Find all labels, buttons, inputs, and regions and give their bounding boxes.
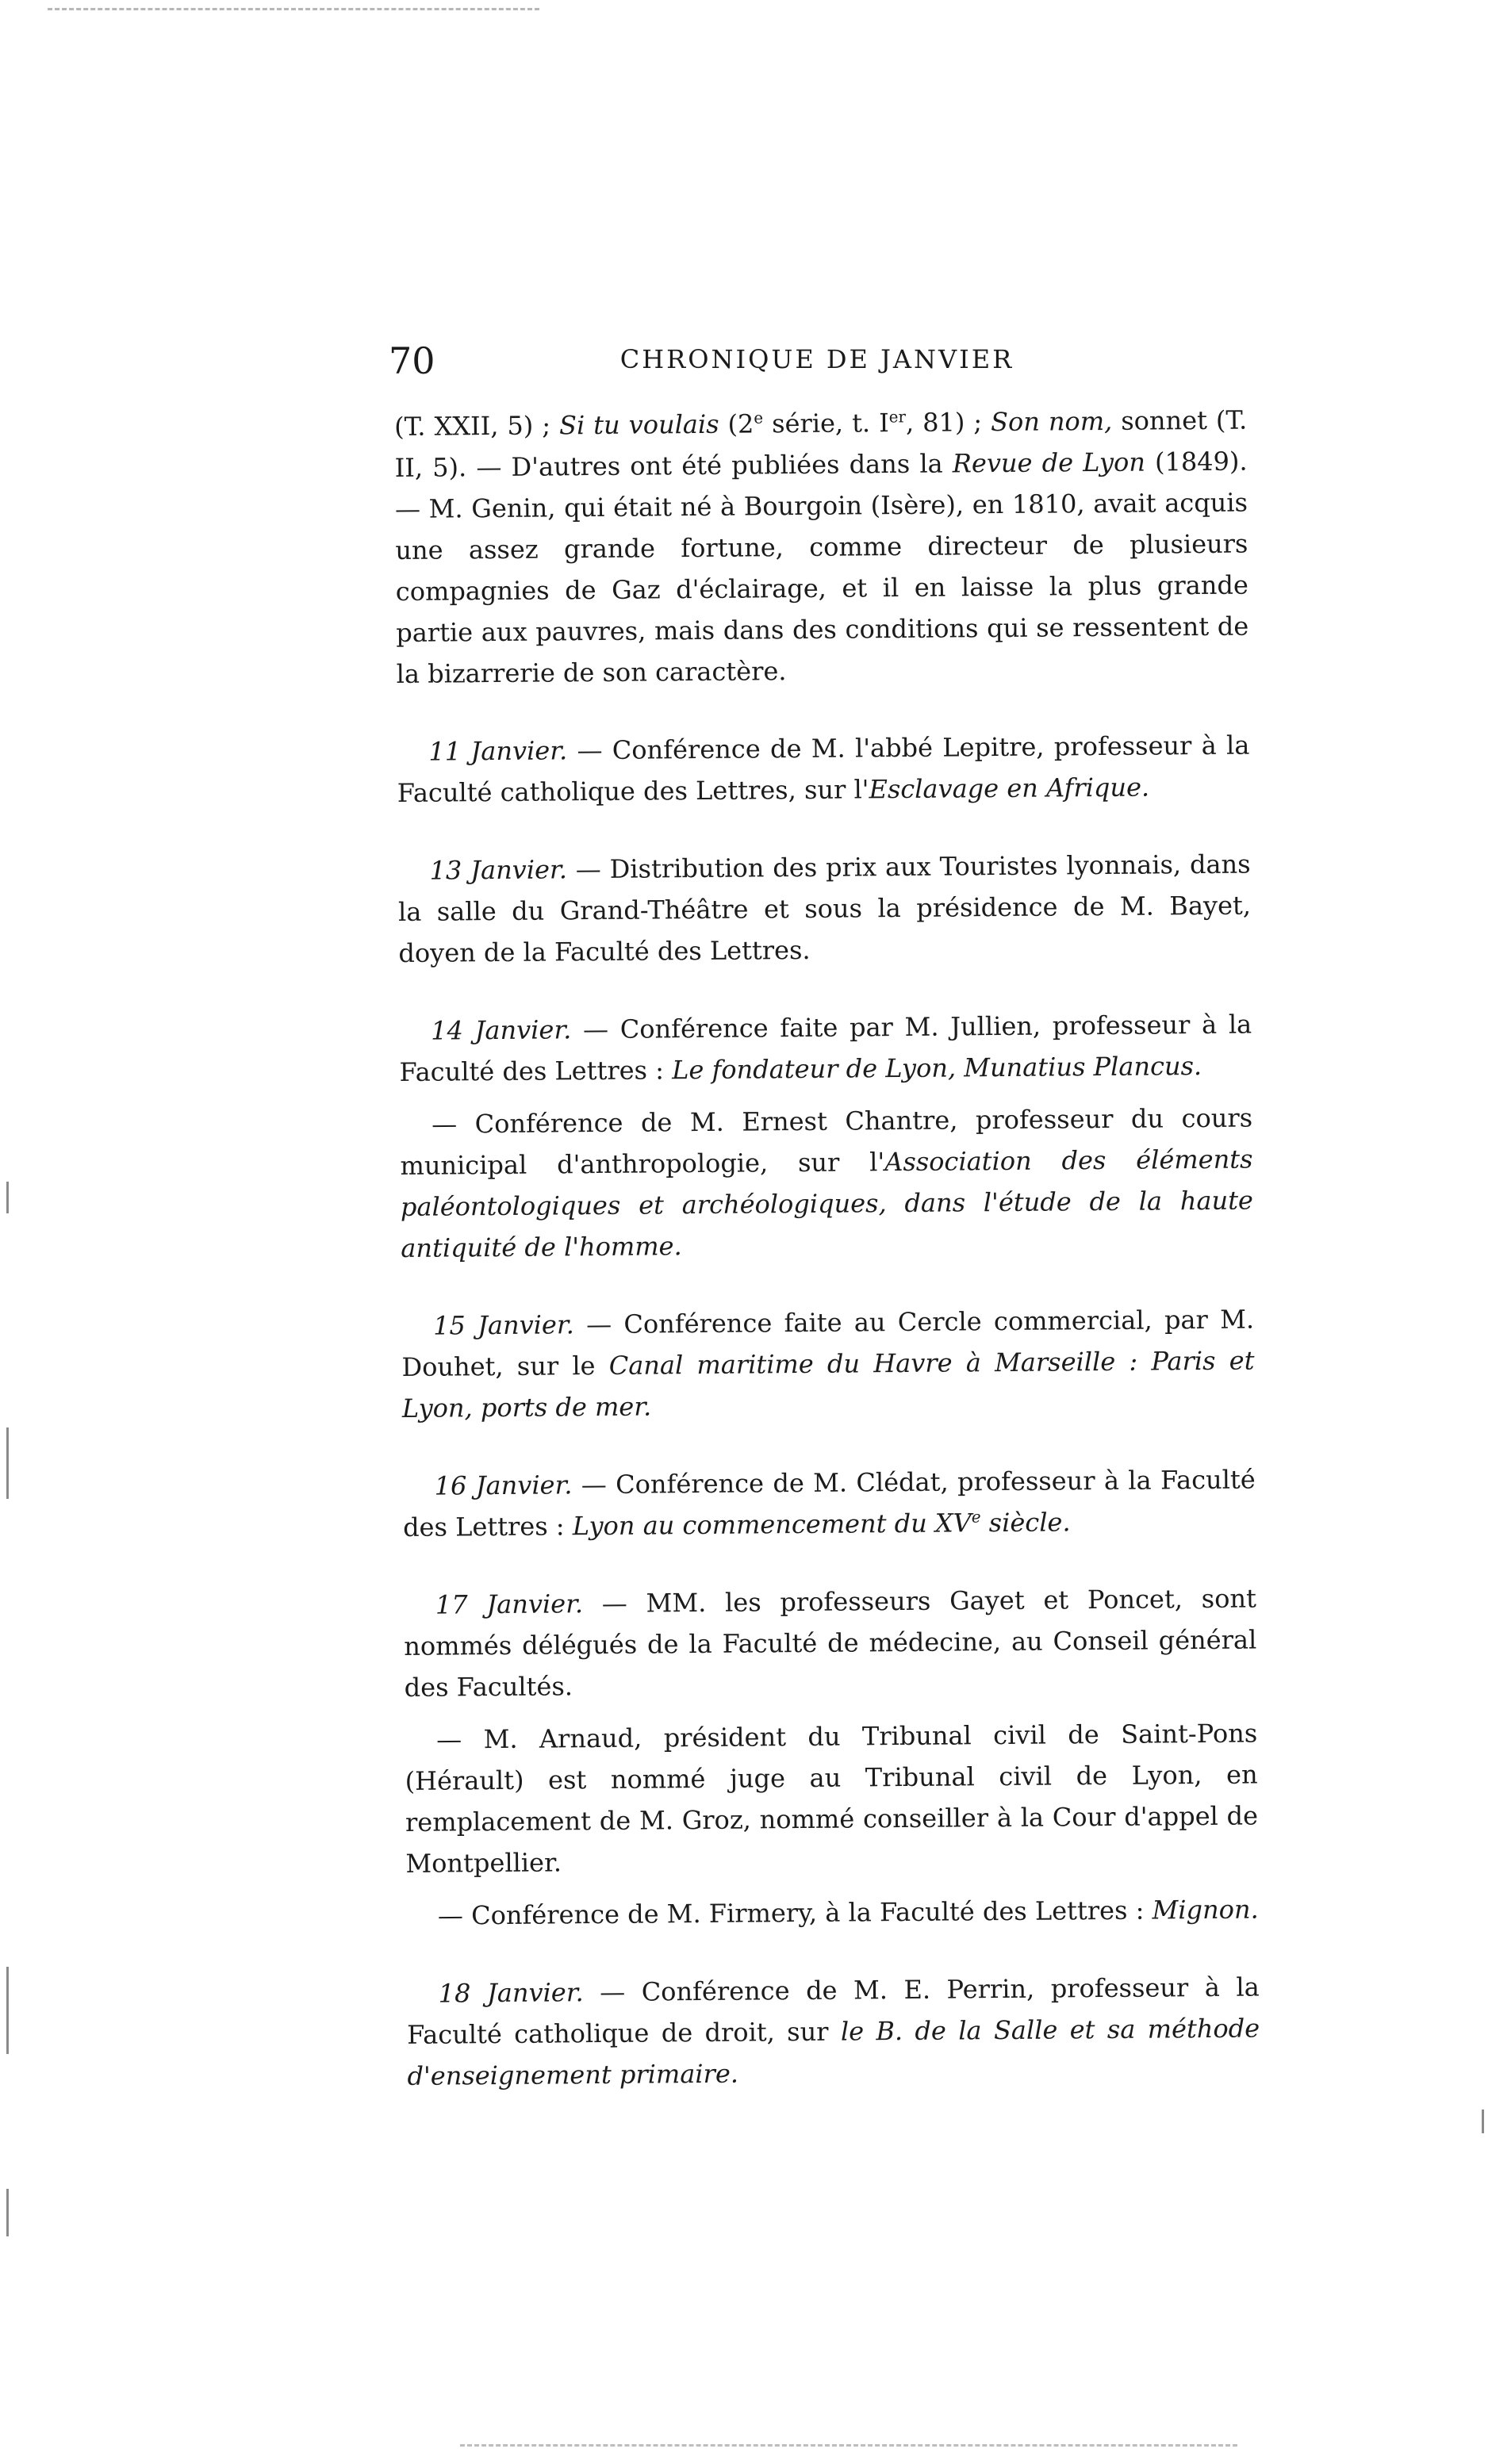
lecture-title: Mignon.	[1152, 1894, 1259, 1926]
entry-date: 17 Janvier.	[435, 1588, 584, 1620]
chronicle-entry	[401, 1299, 1255, 1429]
entry-date: 15 Janvier.	[432, 1309, 575, 1341]
scan-edge-mark	[6, 1427, 9, 1499]
entry-date: 13 Janvier.	[429, 854, 568, 886]
continuation-paragraph	[394, 400, 1249, 695]
scan-edge-mark	[1482, 2110, 1484, 2133]
lecture-title: Canal maritime du Havre à Marseille : Paris et Lyon, ports de mer.	[401, 1345, 1255, 1424]
chronicle-entry	[404, 1578, 1259, 1937]
lecture-title: Esclavage en Afrique.	[869, 772, 1150, 805]
chronicle-entry	[399, 1004, 1254, 1269]
chronicle-entry	[402, 1459, 1256, 1548]
scan-edge-mark	[6, 1967, 9, 2054]
chronicle-entry	[397, 725, 1250, 814]
scan-edge-mark	[6, 1182, 9, 1213]
entry-text: — Conférence de M. Firmery, à la Faculté des Lettres : Mignon.	[437, 1894, 1259, 1931]
scan-artifact-top	[48, 8, 539, 10]
entry-date: 16 Janvier.	[434, 1470, 573, 1501]
chronicle-body	[394, 400, 1260, 2133]
entry-text: 14 Janvier. — Conférence faite par M. Jullien, professeur à la Faculté des Lettres : Le fondateur de Lyon, Munatius Plancus.	[399, 1009, 1252, 1087]
lecture-title: Le fondateur de Lyon, Munatius Plancus.	[671, 1051, 1202, 1086]
continuation-text: (T. XXII, 5) ; Si tu voulais (2e série, t. Ier, 81) ; Son nom, sonnet (T. II, 5). — D'autres ont été publiées dans la Revue de Lyon (1849). — M. Genin, qui était né à Bourgoin (Isère), en 1810, avait acquis une assez grande fortune, comme directeur de plusieurs compagnies de Gaz d'éclairage, et il en laisse la plus grande partie aux pauvres, mais dans des conditions qui se ressentent de la bizarrerie de son caractère.	[394, 404, 1249, 689]
entry-date: 11 Janvier.	[428, 735, 568, 767]
entry-text: 16 Janvier. — Conférence de M. Clédat, professeur à la Faculté des Lettres : Lyon au commencement du XVe siècle.	[402, 1464, 1256, 1542]
entry-text: 18 Janvier. — Conférence de M. E. Perrin, professeur à la Faculté catholique de droit, sur le B. de la Salle et sa méthode d'enseignement primaire.	[406, 1972, 1260, 2091]
scan-edge-mark	[6, 2189, 9, 2236]
entry-text: — M. Arnaud, président du Tribunal civil de Saint-Pons (Hérault) est nommé juge au Tribunal civil de Lyon, en remplacement de M. Groz, nommé conseiller à la Cour d'appel de Montpellier.	[405, 1718, 1259, 1879]
running-title: CHRONIQUE DE JANVIER	[619, 344, 1014, 374]
chronicle-entry	[397, 844, 1251, 974]
chronicle-entry	[407, 1966, 1260, 2096]
entry-text: 17 Janvier. — MM. les professeurs Gayet et Poncet, sont nommés délégués de la Faculté de médecine, au Conseil général des Facultés.	[404, 1583, 1257, 1703]
page-number: 70	[389, 339, 435, 382]
lecture-title: Association des éléments paléontologiques et archéologiques, dans l'étude de la haute antiquité de l'homme.	[400, 1144, 1254, 1263]
entry-text: 15 Janvier. — Conférence faite au Cercle commercial, par M. Douhet, sur le Canal maritime du Havre à Marseille : Paris et Lyon, ports de mer.	[401, 1304, 1255, 1424]
scan-artifact-bottom	[460, 2444, 1237, 2447]
entry-date: 18 Janvier.	[438, 1977, 584, 2009]
entry-date: 14 Janvier.	[431, 1014, 572, 1046]
lecture-title: Lyon au commencement du XVe siècle.	[572, 1507, 1071, 1542]
page-header	[389, 339, 1245, 395]
lecture-title: le B. de la Salle et sa méthode d'enseignement primaire.	[407, 2013, 1260, 2091]
entry-text: 11 Janvier. — Conférence de M. l'abbé Lepitre, professeur à la Faculté catholique des Lettres, sur l'Esclavage en Afrique.	[397, 730, 1250, 808]
entry-text: — Conférence de M. Ernest Chantre, professeur du cours municipal d'anthropologie, sur l'Association des éléments paléontologiques et archéologiques, dans l'étude de la haute antiquité de l'homme.	[400, 1102, 1254, 1263]
entry-text: 13 Janvier. — Distribution des prix aux Touristes lyonnais, dans la salle du Grand-Théâtre et sous la présidence de M. Bayet, doyen de la Faculté des Lettres.	[397, 849, 1252, 968]
